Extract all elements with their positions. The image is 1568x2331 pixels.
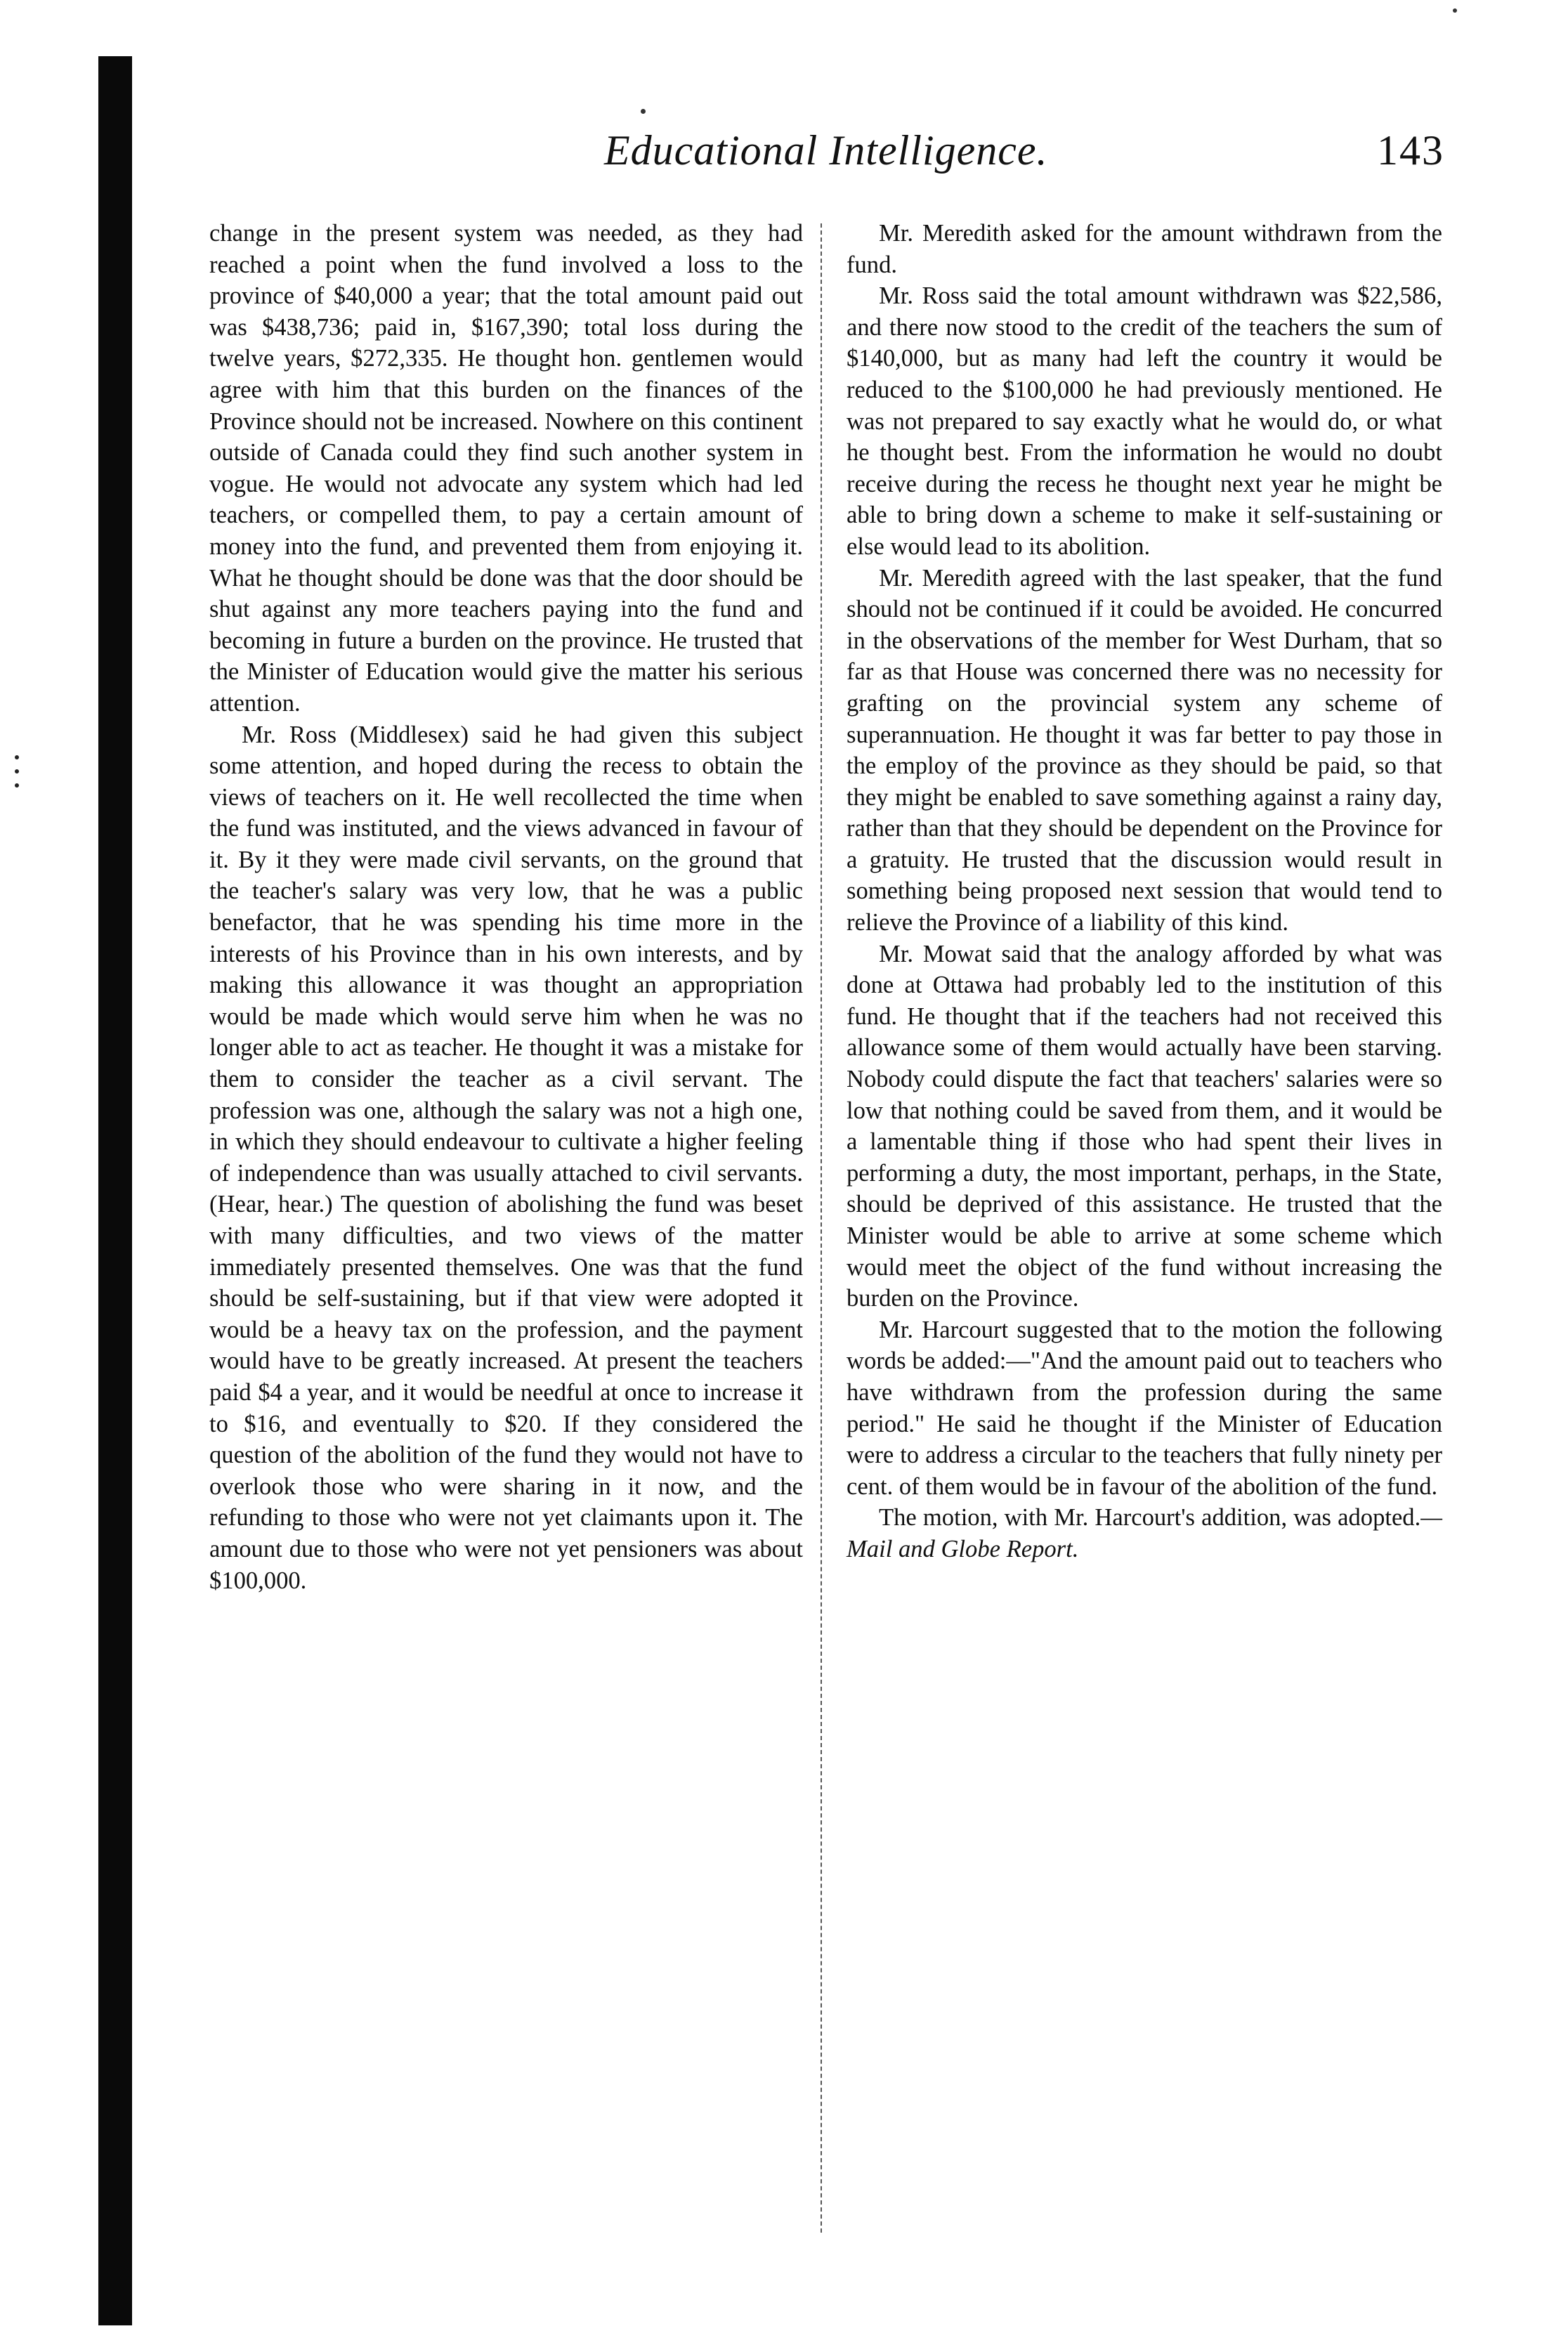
paragraph: Mr. Harcourt suggested that to the motion the following words be added:—"And the amount paid out to teachers who have withdrawn from the profession during the same period." He said he thought if the Minister of Education were to address a circular to the teachers that fully ninety per cent. of them would be in favour of the abolition of the fund. [847, 1316, 1442, 1500]
paragraph: Mr. Meredith asked for the amount withdrawn from the fund. [847, 220, 1442, 278]
column-divider [821, 223, 822, 2233]
binding-edge [98, 56, 132, 2325]
scan-speck [1453, 8, 1457, 13]
paragraph: Mr. Mowat said that the analogy afforded by what was done at Ottawa had probably led to the institution of this fund. He thought that if the teachers had not received this allowance some of them would actually have been starving. Nobody could dispute the fact that teachers' salaries were so low that nothing could be saved from them, and it would be a lamentable thing if those who had spent their lives in performing a duty, the most important, perhaps, in the State, should be deprived of this assistance. He trusted that the Minister would be able to arrive at some scheme which would meet the object of the fund without increasing the burden on the Province. [847, 940, 1442, 1312]
running-head: Educational Intelligence. [604, 127, 1048, 174]
scan-speck-header [641, 109, 646, 114]
source-attribution: —Mail and Globe Report. [847, 1504, 1442, 1562]
page-number: 143 [1377, 127, 1444, 174]
paragraph-text: The motion, with Mr. Harcourt's addition, was adopted. [879, 1504, 1421, 1532]
paragraph: change in the present system was needed, as they had reached a point when the fund involved a loss to the province of $40,000 a year; that the total amount paid out was $438,736; paid in, $167,390; total loss during the twelve years, $272,335. He thought hon. gentlemen would agree with him that this burden on the finances of the Province should not be increased. Nowhere on this continent outside of Canada could they find such another system in vogue. He would not advocate any system which had led teachers, or compelled them, to pay a certain amount of money into the fund, and prevented them from enjoying it. What he thought should be done was that the door should be shut against any more teachers paying into the fund and becoming in future a burden on the province. He trusted that the Minister of Education would give the matter his serious attention. [209, 220, 803, 717]
margin-marks [13, 755, 21, 825]
right-column [847, 218, 1442, 1565]
paragraph: Mr. Ross said the total amount withdrawn was $22,586, and there now stood to the credit of the teachers the sum of $140,000, but as many had left the country it would be reduced to the $100,000 he had previously mentioned. He was not prepared to say exactly what he would do, or what he thought best. From the information he would no doubt receive during the recess he thought next year he might be able to bring down a scheme to make it self-sustaining or else would lead to its abolition. [847, 282, 1442, 560]
closing-paragraph [847, 1502, 1442, 1565]
paragraph: Mr. Ross (Middlesex) said he had given this subject some attention, and hoped during the recess to obtain the views of teachers on it. He well recollected the time when the fund was instituted, and the views advanced in favour of it. By it they were made civil servants, on the ground that the teacher's salary was very low, that he was a public benefactor, that he was spending his time more in the interests of his Province than in his own interests, and by making this allowance it was thought an appropriation would be made which would serve him when he was no longer able to act as teacher. He thought it was a mistake for them to consider the teacher as a civil servant. The profession was one, although the salary was not a high one, in which they should endeavour to cultivate a higher feeling of independence than was usually attached to civil servants. (Hear, hear.) The question of abolishing the fund was beset with many difficulties, and two views of the matter immediately presented themselves. One was that the fund should be self-sustaining, but if that view were adopted it would be a heavy tax on the profession, and the payment would have to be greatly increased. At present the teachers paid $4 a year, and it would be needful at once to increase it to $16, and eventually to $20. If they considered the question of the abolition of the fund they would not have to overlook those who were sharing in it now, and the refunding to those who were not yet claimants upon it. The amount due to those who were not yet pensioners was about $100,000. [209, 721, 803, 1594]
paragraph: Mr. Meredith agreed with the last speaker, that the fund should not be continued if it could be avoided. He concurred in the observations of the member for West Durham, that so far as that House was concerned there was no necessity for grafting on the provincial system any scheme of superannuation. He thought it was far better to pay those in the employ of the province as they should be paid, so that they might be enabled to save something against a rainy day, rather than that they should be dependent on the Province for a gratuity. He trusted that the discussion would result in something being proposed next session that would tend to relieve the Province of a liability of this kind. [847, 564, 1442, 936]
left-column [209, 218, 803, 1596]
